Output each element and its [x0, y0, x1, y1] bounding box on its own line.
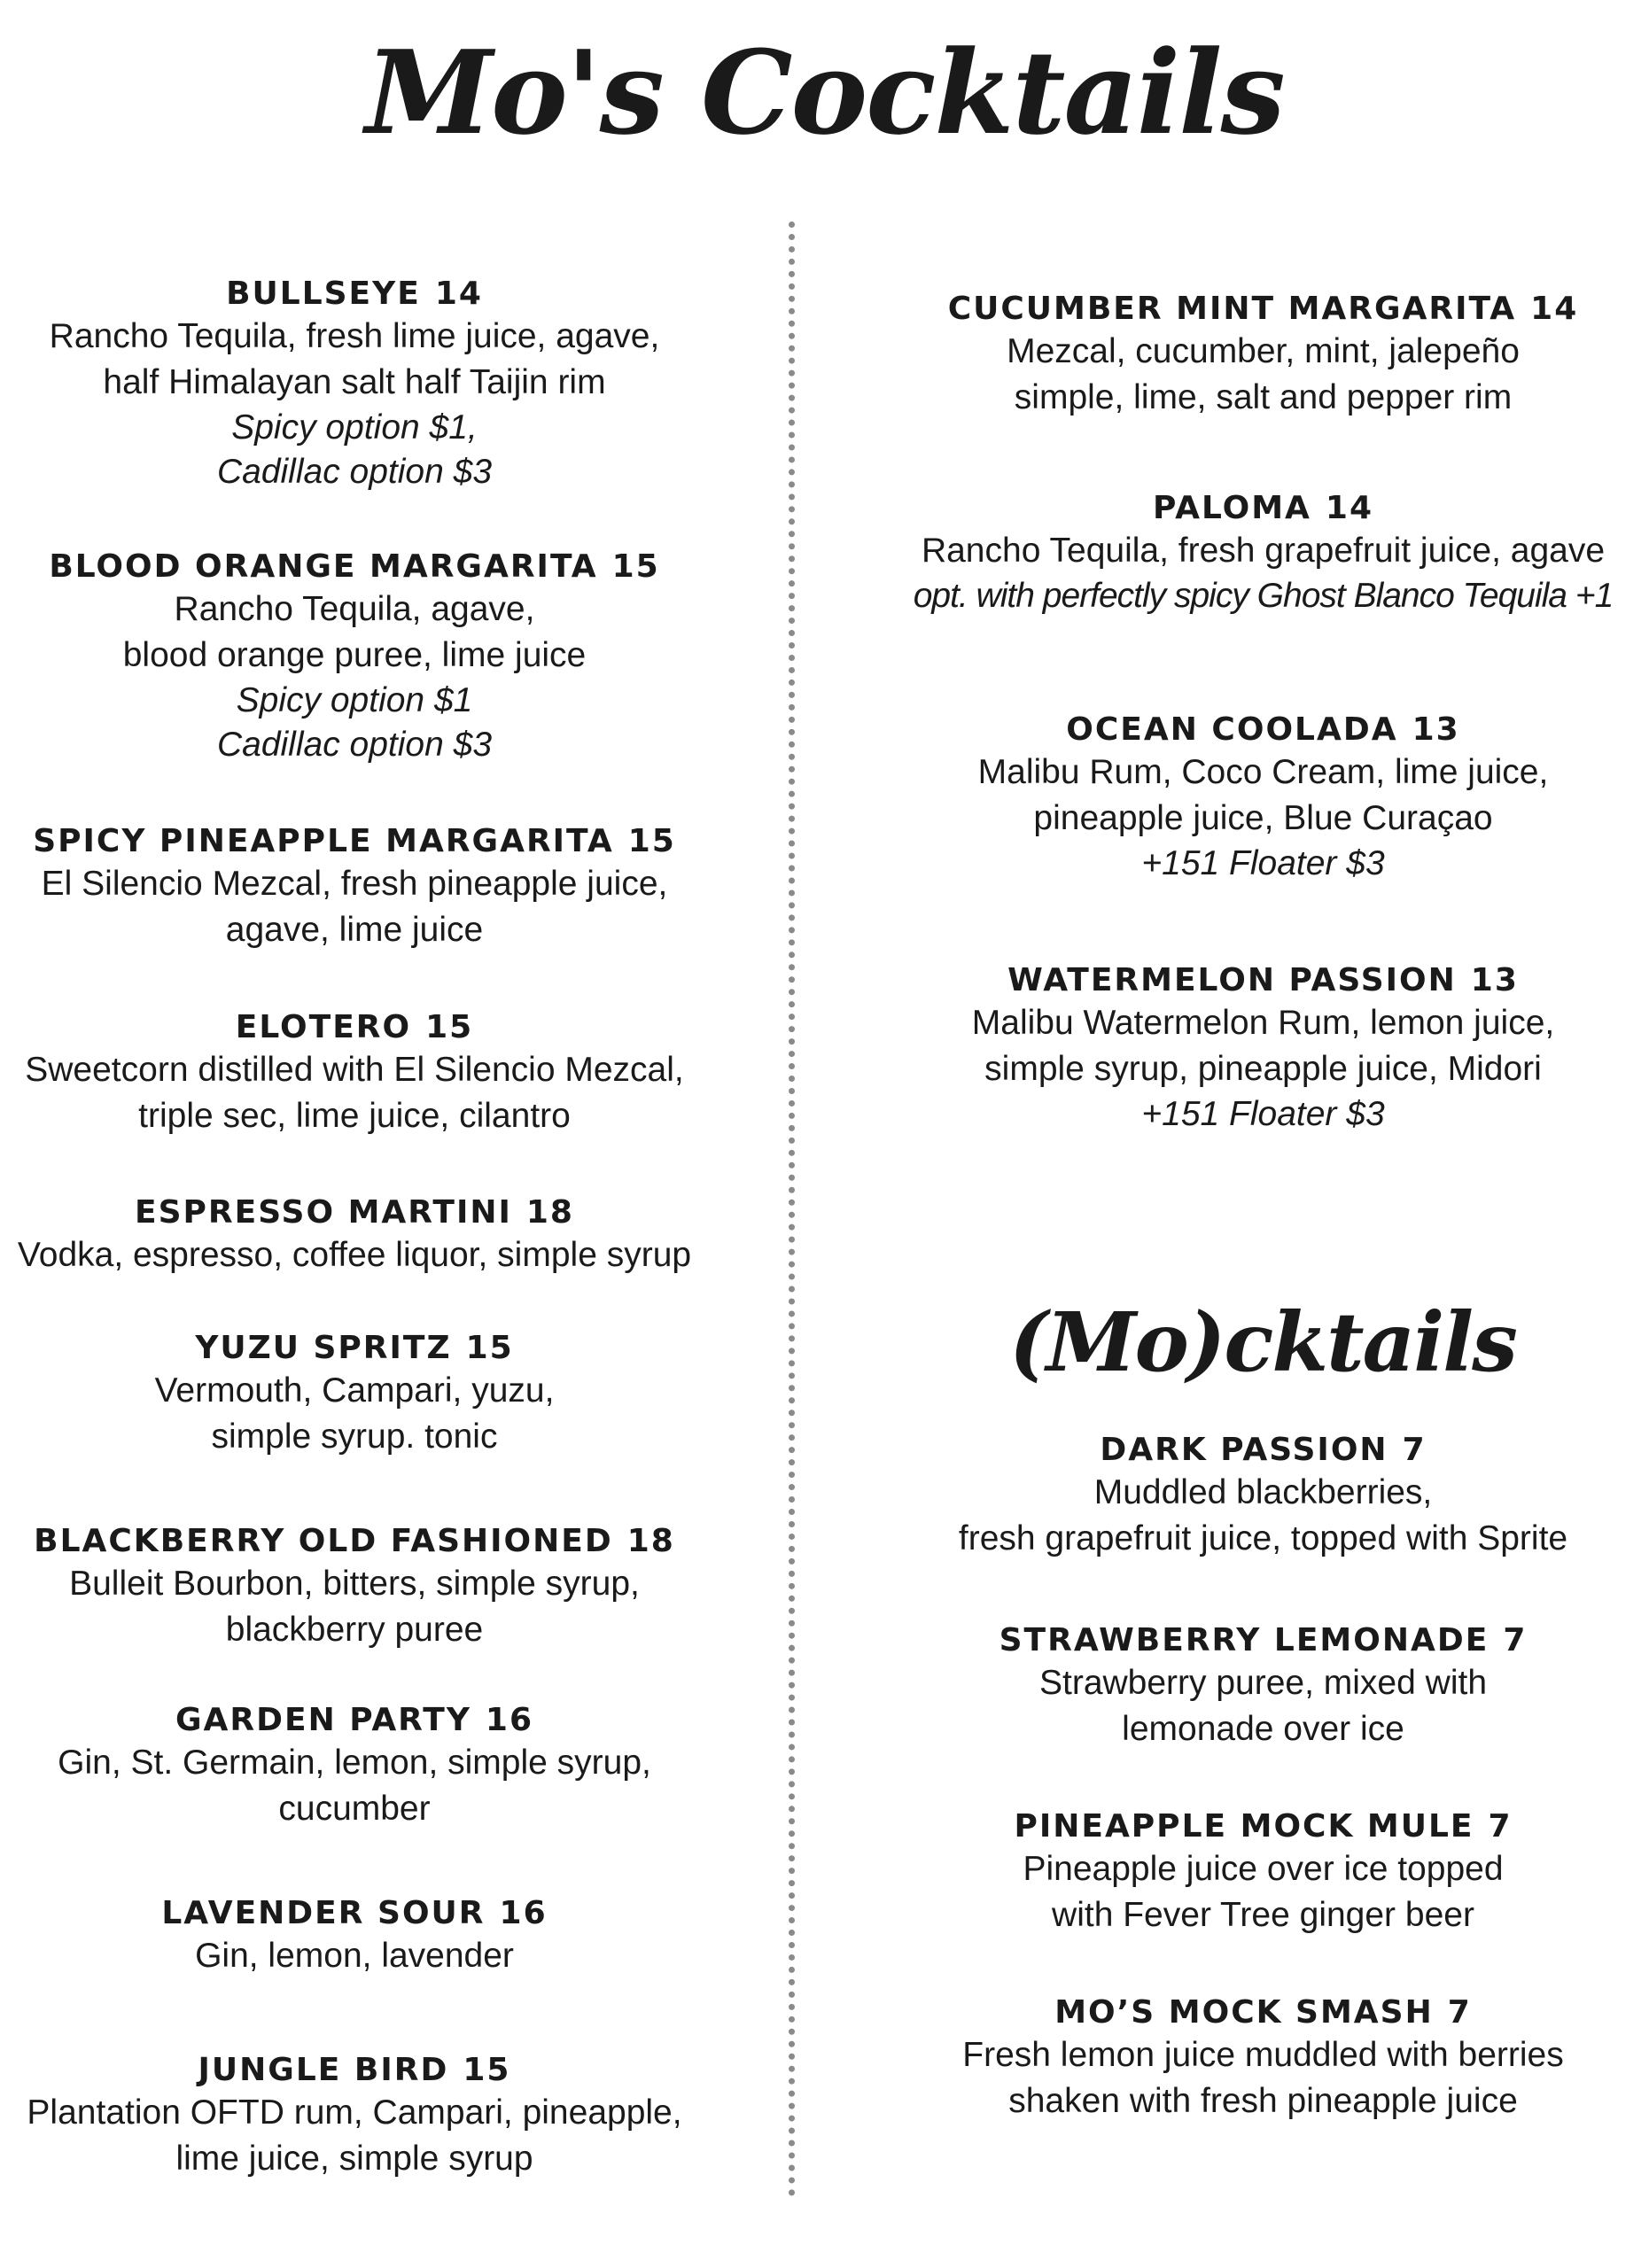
menu-item	[0, 275, 709, 494]
item-note: Spicy option $1,	[231, 408, 478, 447]
item-description: triple sec, lime juice, cilantro	[138, 1097, 571, 1135]
menu-item	[877, 290, 1649, 421]
menu-item	[877, 1993, 1649, 2124]
item-price: 7	[1447, 1994, 1472, 2031]
item-name: GARDEN PARTY 16	[175, 1702, 534, 1738]
menu-item	[877, 1807, 1649, 1938]
item-description: Sweetcorn distilled with El Silencio Mezcal,	[25, 1051, 684, 1089]
menu-item	[0, 822, 709, 953]
item-description: Mezcal, cucumber, mint, jalepeño	[1007, 332, 1520, 370]
item-name: PINEAPPLE MOCK MULE 7	[1014, 1808, 1513, 1845]
item-name: WATERMELON PASSION 13	[1007, 962, 1519, 998]
item-description: El Silencio Mezcal, fresh pineapple juice,	[41, 865, 668, 903]
item-price: 15	[465, 1330, 514, 1366]
item-name: OCEAN COOLADA 13	[1066, 711, 1460, 748]
item-name: LAVENDER SOUR 16	[161, 1895, 548, 1931]
item-description: Strawberry puree, mixed with	[1038, 1664, 1488, 1702]
item-description: lime juice, simple syrup	[175, 2140, 533, 2178]
menu-item	[0, 548, 709, 767]
item-note: Spicy option $1	[236, 681, 473, 719]
menu-title: Mo's Cocktails	[365, 25, 1284, 160]
item-price: 7	[1402, 1432, 1427, 1468]
item-description: lemonade over ice	[1122, 1710, 1404, 1748]
item-name: STRAWBERRY LEMONADE 7	[999, 1622, 1528, 1658]
menu-item	[877, 1431, 1649, 1562]
menu-item	[0, 1701, 709, 1832]
item-price: 14	[1325, 490, 1373, 526]
item-description: half Himalayan salt half Taijin rim	[103, 363, 606, 401]
menu-item	[877, 489, 1649, 618]
item-description: simple syrup, pineapple juice, Midori	[984, 1050, 1542, 1088]
item-price: 13	[1412, 711, 1460, 748]
item-name: ELOTERO 15	[235, 1009, 474, 1045]
item-price: 15	[611, 548, 660, 585]
item-description: Pineapple juice over ice topped	[1023, 1850, 1504, 1888]
mocktails-title: (Mo)cktails	[1009, 1294, 1516, 1390]
item-description: blood orange puree, lime juice	[122, 636, 587, 674]
item-description: Malibu Rum, Coco Cream, lime juice,	[977, 753, 1549, 791]
item-description: Fresh lemon juice muddled with berries	[962, 2036, 1564, 2074]
item-description: shaken with fresh pineapple juice	[1008, 2082, 1518, 2120]
item-note: Cadillac option $3	[216, 453, 493, 491]
item-name: BLOOD ORANGE MARGARITA 15	[49, 548, 660, 585]
item-description: Rancho Tequila, fresh lime juice, agave,	[49, 317, 660, 355]
menu-item	[877, 1621, 1649, 1752]
item-description: Rancho Tequila, fresh grapefruit juice, agave	[921, 532, 1606, 570]
item-price: 7	[1488, 1808, 1513, 1845]
item-description: with Fever Tree ginger beer	[1052, 1896, 1474, 1934]
item-note: Cadillac option $3	[216, 726, 493, 764]
item-description: pineapple juice, Blue Curaçao	[1033, 799, 1493, 837]
item-description: Muddled blackberries,	[1093, 1473, 1433, 1511]
item-description: Plantation OFTD rum, Campari, pineapple,	[27, 2093, 682, 2132]
item-name: BLACKBERRY OLD FASHIONED 18	[34, 1523, 675, 1559]
menu-item	[0, 1008, 709, 1139]
item-price: 18	[626, 1523, 675, 1559]
item-description: Gin, St. Germain, lemon, simple syrup,	[58, 1744, 651, 1782]
item-description: Gin, lemon, lavender	[195, 1937, 514, 1975]
item-name: CUCUMBER MINT MARGARITA 14	[947, 291, 1579, 327]
menu-item	[877, 711, 1649, 886]
menu-item	[877, 961, 1649, 1137]
item-price: 15	[463, 2052, 511, 2088]
item-price: 14	[1530, 291, 1579, 327]
item-price: 15	[627, 823, 676, 859]
item-name: BULLSEYE 14	[226, 276, 483, 312]
item-description: Rancho Tequila, agave,	[174, 590, 535, 628]
item-name: DARK PASSION 7	[1100, 1432, 1427, 1468]
item-price: 7	[1503, 1622, 1528, 1658]
item-name: YUZU SPRITZ 15	[195, 1330, 514, 1366]
item-name: ESPRESSO MARTINI 18	[135, 1194, 574, 1231]
item-description: blackberry puree	[225, 1611, 484, 1649]
item-description: cucumber	[278, 1790, 431, 1828]
item-note: +151 Floater $3	[1141, 1095, 1385, 1133]
item-description: Bulleit Bourbon, bitters, simple syrup,	[69, 1565, 640, 1603]
item-description: Malibu Watermelon Rum, lemon juice,	[971, 1004, 1555, 1042]
menu-item	[0, 1193, 709, 1278]
item-name: PALOMA 14	[1153, 490, 1373, 526]
item-price: 16	[499, 1895, 548, 1931]
item-description: simple syrup. tonic	[211, 1418, 498, 1456]
item-price: 13	[1470, 962, 1519, 998]
item-note: opt. with perfectly spicy Ghost Blanco Tequila +1	[913, 577, 1614, 615]
item-name: SPICY PINEAPPLE MARGARITA 15	[33, 823, 676, 859]
menu-item	[0, 1522, 709, 1653]
item-description: Vodka, espresso, coffee liquor, simple syrup	[17, 1236, 692, 1274]
menu-item	[0, 2051, 709, 2182]
item-name: MO’S MOCK SMASH 7	[1054, 1994, 1472, 2031]
item-name: JUNGLE BIRD 15	[198, 2052, 511, 2088]
item-price: 15	[425, 1009, 474, 1045]
item-description: Vermouth, Campari, yuzu,	[154, 1371, 555, 1410]
item-price: 14	[434, 276, 483, 312]
item-note: +151 Floater $3	[1141, 844, 1385, 882]
item-description: simple, lime, salt and pepper rim	[1014, 378, 1513, 416]
menu-item	[0, 1894, 709, 1979]
item-description: fresh grapefruit juice, topped with Sprite	[958, 1519, 1568, 1557]
item-description: agave, lime juice	[225, 911, 484, 949]
item-price: 18	[525, 1194, 574, 1231]
column-divider	[789, 221, 795, 2197]
item-price: 16	[485, 1702, 534, 1738]
menu-item	[0, 1329, 709, 1460]
